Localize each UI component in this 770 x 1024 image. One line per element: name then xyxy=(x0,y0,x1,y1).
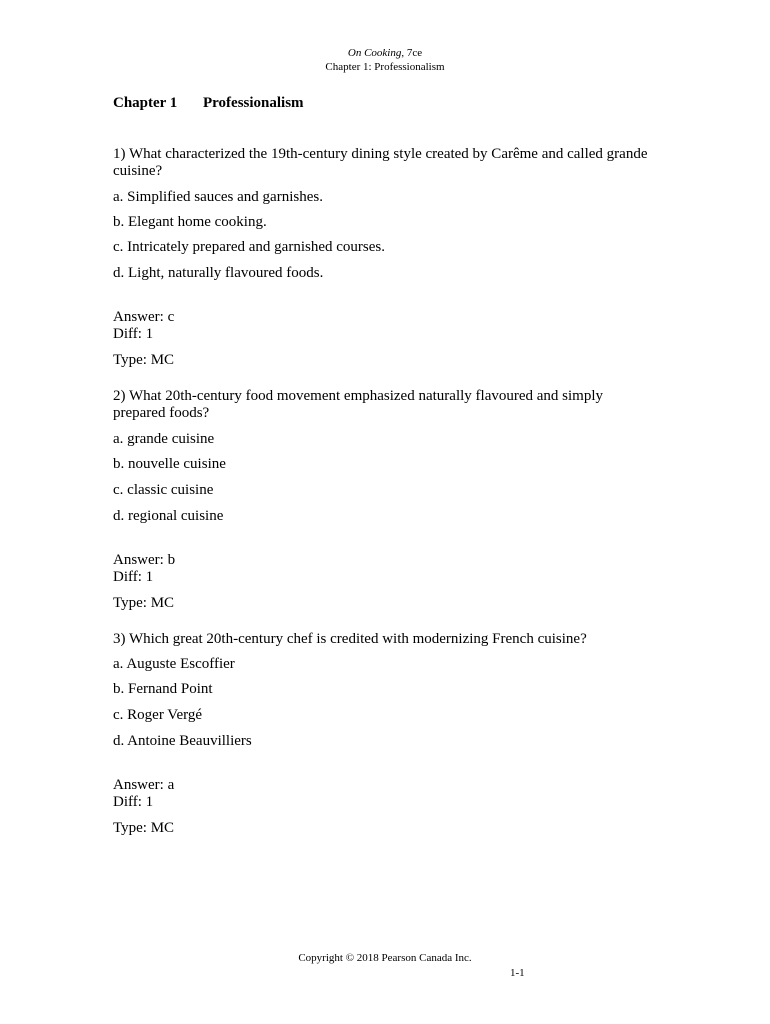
answer-option-a: a. Simplified sauces and garnishes. xyxy=(113,189,323,205)
question-type-label: Type: MC xyxy=(113,352,175,368)
difficulty-label: Diff: 1 xyxy=(113,794,154,810)
question-text: 2) What 20th-century food movement emphasized naturally flavoured and simply prepared foods? xyxy=(113,388,603,421)
question-text: 1) What characterized the 19th-century dining style created by Carême and called grande cuisine? xyxy=(113,146,648,179)
header-book-edition: , 7ce xyxy=(401,47,423,59)
header-chapter-line: Chapter 1: Professionalism xyxy=(325,61,445,73)
question-block-3 xyxy=(113,631,663,648)
page-header xyxy=(0,46,770,74)
header-book-line xyxy=(0,46,770,60)
answer-key: Answer: b xyxy=(113,552,176,568)
chapter-number: Chapter 1 xyxy=(113,95,178,111)
answer-option-d: d. Antoine Beauvilliers xyxy=(113,733,252,749)
difficulty-label: Diff: 1 xyxy=(113,569,154,585)
answer-key: Answer: a xyxy=(113,777,175,793)
chapter-title: Professionalism xyxy=(203,95,304,111)
answer-option-a: a. Auguste Escoffier xyxy=(113,656,235,672)
question-type-label: Type: MC xyxy=(113,820,175,836)
question-block-2 xyxy=(113,388,663,422)
difficulty-label: Diff: 1 xyxy=(113,326,154,342)
answer-option-b: b. Elegant home cooking. xyxy=(113,214,267,230)
header-book-title: On Cooking xyxy=(347,47,402,59)
answer-option-c: c. classic cuisine xyxy=(113,482,214,498)
answer-key: Answer: c xyxy=(113,309,175,325)
answer-option-a: a. grande cuisine xyxy=(113,431,215,447)
question-text: 3) Which great 20th-century chef is credited with modernizing French cuisine? xyxy=(113,631,587,647)
answer-option-c: c. Roger Vergé xyxy=(113,707,203,723)
question-type-label: Type: MC xyxy=(113,595,175,611)
answer-option-d: d. Light, naturally flavoured foods. xyxy=(113,265,324,281)
answer-option-d: d. regional cuisine xyxy=(113,508,224,524)
page-number: 1-1 xyxy=(510,967,525,979)
chapter-heading xyxy=(113,94,304,112)
answer-option-b: b. nouvelle cuisine xyxy=(113,456,226,472)
page-footer xyxy=(0,951,770,965)
copyright-notice: Copyright © 2018 Pearson Canada Inc. xyxy=(298,952,472,964)
question-block-1 xyxy=(113,146,663,180)
answer-option-c: c. Intricately prepared and garnished courses. xyxy=(113,239,385,255)
answer-option-b: b. Fernand Point xyxy=(113,681,213,697)
